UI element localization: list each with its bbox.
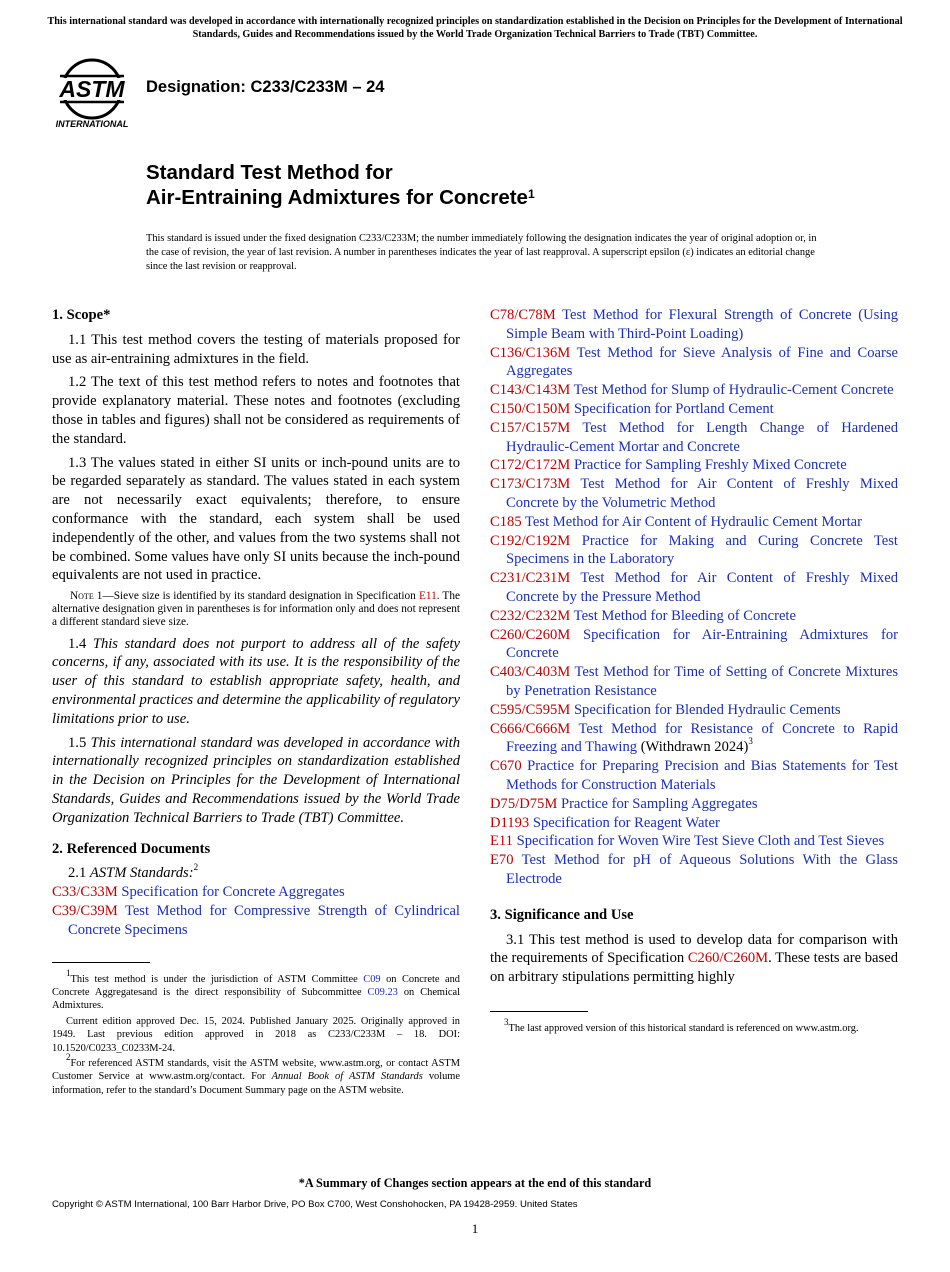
reference-item — [490, 400, 898, 419]
reference-item — [490, 475, 898, 513]
reference-code-link[interactable]: C403/C403M — [490, 664, 571, 681]
reference-title-link[interactable]: Practice for Sampling Aggregates — [560, 795, 758, 812]
reference-item — [490, 456, 898, 475]
c260-link[interactable]: C260/C260M — [687, 950, 769, 967]
title-line-2: Air-Entraining Admixtures for Concrete — [146, 186, 528, 209]
reference-item — [490, 607, 898, 626]
reference-code-link[interactable]: C33/C33M — [52, 884, 118, 901]
footnote-2: $^2$For referenced ASTM standards, visit the ASTM website, www.astm.org, or contact ASTM Customer Service at www.astm.org/contact. For Annual Book of ASTM Standards volume information, refer to the standard’s Document Summary page on the ASTM website. — [52, 1052, 461, 1096]
significance-heading: 3. Significance and Use — [490, 906, 634, 923]
reference-title-link[interactable]: Specification for Reagent Water — [532, 814, 720, 831]
reference-item — [490, 814, 898, 833]
refdocs-heading: 2. Referenced Documents — [52, 840, 211, 857]
reference-code-link[interactable]: C143/C143M — [490, 382, 571, 399]
reference-footnote-mark: 3 — [748, 736, 753, 747]
designation — [146, 78, 384, 97]
reference-code-link[interactable]: C595/C595M — [490, 701, 571, 718]
reference-item — [490, 344, 898, 382]
reference-item — [490, 306, 898, 344]
reference-code-link[interactable]: C78/C78M — [490, 307, 556, 323]
reference-code-link[interactable]: C185 — [490, 513, 522, 530]
page-title — [146, 160, 535, 210]
reference-code-link[interactable]: C150/C150M — [490, 400, 571, 417]
reference-item — [490, 701, 898, 720]
right-column — [490, 306, 898, 1037]
reference-title-link[interactable]: Test Method for Air Content of Hydraulic Cement Mortar — [525, 513, 863, 530]
reference-item — [490, 569, 898, 607]
reference-item — [490, 832, 898, 851]
scope-1-3: 1.3 The values stated in either SI units or inch-pound units are to be regarded separately as standard. The values stated in each system are not necessarily exact equivalents; therefore, to ensure conformance with the standard, each system shall be used independently of the other, and values from the two systems shall not be combined. Some values have only SI units because the inch-pound equivalents are not used in practice. — [52, 454, 460, 584]
reference-item — [490, 795, 898, 814]
footnote-rule — [52, 962, 150, 963]
significance-3-1: 3.1 This test method is used to develop data for comparison with the requirements of Specification C260/C260M. These tests are based on arbitrary stipulations permitting highly — [490, 931, 898, 986]
reference-title-link[interactable]: Practice for Sampling Freshly Mixed Concrete — [573, 457, 847, 474]
reference-item — [490, 851, 898, 889]
logo-subtext: INTERNATIONAL — [55, 119, 129, 129]
note-1: Note 1—Sieve size is identified by its standard designation in Specification E11. The alternative designation given in parentheses is for information only and does not represent a different standard sieve size. — [52, 590, 460, 628]
reference-withdrawn-note: (Withdrawn 2024) — [637, 739, 749, 756]
reference-title-link[interactable]: Test Method for Flexural Strength of Concrete (Using Simple Beam with Third-Point Loading) — [506, 307, 898, 342]
c09-23-link[interactable]: C09.23 — [367, 986, 398, 998]
reference-title-link[interactable]: Specification for Blended Hydraulic Cements — [573, 701, 841, 718]
reference-item — [52, 902, 460, 940]
reference-title-link[interactable]: Test Method for Slump of Hydraulic-Cement Concrete — [573, 382, 894, 399]
reference-title-link[interactable]: Test Method for Time of Setting of Concrete Mixtures by Penetration Resistance — [506, 664, 899, 699]
reference-code-link[interactable]: D75/D75M — [490, 795, 558, 812]
reference-code-link[interactable]: C666/C666M — [490, 720, 571, 737]
c09-link[interactable]: C09 — [363, 973, 381, 985]
reference-title-link[interactable]: Test Method for Air Content of Freshly Mixed Concrete by the Pressure Method — [506, 570, 898, 605]
title-line-1: Standard Test Method for — [146, 161, 393, 184]
copyright: Copyright © ASTM International, 100 Barr Harbor Drive, PO Box C700, West Conshohocken, PA 19428-2959. United States — [52, 1199, 578, 1210]
reference-item — [490, 720, 898, 758]
reference-item — [490, 626, 898, 664]
designation-year: 24 — [366, 78, 385, 96]
scope-1-4: 1.4 This standard does not purport to address all of the safety concerns, if any, associated with its use. It is the responsibility of the user of this standard to establish appropriate safety, health, and environmental practices and determine the applicability of regulatory limitations prior to use. — [52, 635, 460, 727]
summary-of-changes-note: *A Summary of Changes section appears at the end of this standard — [298, 1176, 652, 1190]
reference-title-link[interactable]: Test Method for Resistance of Concrete to Rapid Freezing and Thawing — [506, 720, 899, 756]
reference-code-link[interactable]: D1193 — [490, 814, 530, 831]
reference-code-link[interactable]: C260/C260M — [490, 626, 571, 643]
refdocs-2-1: 2.1 ASTM Standards:$^2$ — [68, 862, 199, 882]
footnote-1-edition: Current edition approved Dec. 15, 2024. Published January 2025. Originally approved in 1949. Last previous edition approved in 2018 as C233/C233M – 18. DOI: 10.1520/C0233_C0233M-24. — [52, 1015, 460, 1054]
top-notice: This international standard was developed in accordance with internationally recognized principles on standardization established in the Decision on Principles for the Development of International Standards, Guides and Recommendations issued by the World Trade Organization Technical Barriers to Trade (TBT) Committee. — [47, 16, 903, 40]
scope-1-5: 1.5 This international standard was developed in accordance with internationally recognized principles on standardization established in the Decision on Principles for the Development of International Standards, Guides and Recommendations issued by the World Trade Organization Technical Barriers to Trade (TBT) Committee. — [52, 734, 461, 826]
reference-item — [490, 419, 898, 457]
reference-code-link[interactable]: C192/C192M — [490, 532, 571, 549]
reference-code-link[interactable]: C231/C231M — [490, 570, 571, 587]
reference-code-link[interactable]: C39/C39M — [52, 902, 118, 919]
designation-label: Designation: C233/C233M — [146, 78, 348, 96]
reference-title-link[interactable]: Test Method for Bleeding of Concrete — [573, 607, 796, 624]
reference-title-link[interactable]: Practice for Preparing Precision and Bias Statements for Test Methods for Construction Materials — [506, 758, 898, 793]
reference-code-link[interactable]: C172/C172M — [490, 457, 571, 474]
scope-heading: 1. Scope* — [52, 307, 111, 323]
reference-list-left — [52, 883, 460, 939]
title-footnote-mark: 1 — [527, 187, 535, 201]
reference-title-link[interactable]: Test Method for Air Content of Freshly Mixed Concrete by the Volumetric Method — [506, 476, 898, 511]
reference-title-link[interactable]: Specification for Woven Wire Test Sieve Cloth and Test Sieves — [516, 833, 885, 850]
reference-title-link[interactable]: Test Method for Length Change of Hardened Hydraulic-Cement Mortar and Concrete — [506, 419, 898, 455]
note-1-label: Note 1 — [70, 590, 103, 603]
reference-item — [490, 757, 898, 795]
reference-list-right — [490, 306, 898, 889]
designation-dash: – — [352, 78, 362, 96]
reference-title-link[interactable]: Specification for Air-Entraining Admixtures for Concrete — [506, 626, 899, 662]
reference-title-link[interactable]: Test Method for Sieve Analysis of Fine and Coarse Aggregates — [506, 344, 899, 380]
reference-item — [490, 381, 898, 400]
astm-international-logo — [52, 56, 136, 132]
reference-item — [490, 663, 898, 701]
reference-item — [490, 513, 898, 532]
reference-title-link[interactable]: Test Method for Compressive Strength of Cylindrical Concrete Specimens — [68, 902, 460, 938]
page-number: 1 — [471, 1221, 479, 1236]
reference-code-link[interactable]: E11 — [490, 833, 513, 850]
footnote-3: $^3$The last approved version of this historical standard is referenced on www.astm.org. — [504, 1017, 859, 1034]
reference-title-link[interactable]: Practice for Making and Curing Concrete Test Specimens in the Laboratory — [506, 532, 898, 568]
e11-link[interactable]: E11 — [418, 590, 437, 603]
scope-1-2: 1.2 The text of this test method refers to notes and footnotes that provide explanatory material. These notes and footnotes (excluding those in tables and figures) shall not be considered as requirements of the standard. — [52, 374, 460, 447]
scope-1-1: 1.1 This test method covers the testing of materials proposed for use as air-entraining admixtures in the field. — [52, 331, 460, 367]
reference-code-link[interactable]: E70 — [490, 852, 514, 869]
reference-item — [490, 532, 898, 570]
reference-title-link[interactable]: Test Method for pH of Aqueous Solutions With the Glass Electrode — [506, 852, 898, 887]
left-column — [52, 306, 460, 1099]
reference-code-link[interactable]: C136/C136M — [490, 344, 571, 361]
reference-code-link[interactable]: C173/C173M — [490, 476, 571, 493]
footnote-1: $^1$This test method is under the jurisdiction of ASTM Committee C09 on Concrete and Concrete Aggregatesand is the direct responsibility of Subcommittee C09.23 on Chemical Admixtures. — [52, 968, 461, 1012]
reference-code-link[interactable]: C157/C157M — [490, 419, 571, 436]
reference-item — [52, 883, 460, 902]
reference-title-link[interactable]: Specification for Concrete Aggregates — [121, 884, 345, 901]
footnote-rule-right — [490, 1011, 588, 1012]
logo-wordmark: ASTM — [59, 76, 125, 102]
reference-title-link[interactable]: Specification for Portland Cement — [573, 400, 774, 417]
reference-code-link[interactable]: C232/C232M — [490, 607, 571, 624]
reference-code-link[interactable]: C670 — [490, 758, 522, 775]
issuance-statement: This standard is issued under the fixed designation C233/C233M; the number immediately following the designation indicates the year of original adoption or, in the case of revision, the year of last revision. A number in parentheses indicates the year of last reapproval. A superscript epsilon (ε) indicates an editorial change since the last revision or reapproval. — [146, 233, 817, 272]
